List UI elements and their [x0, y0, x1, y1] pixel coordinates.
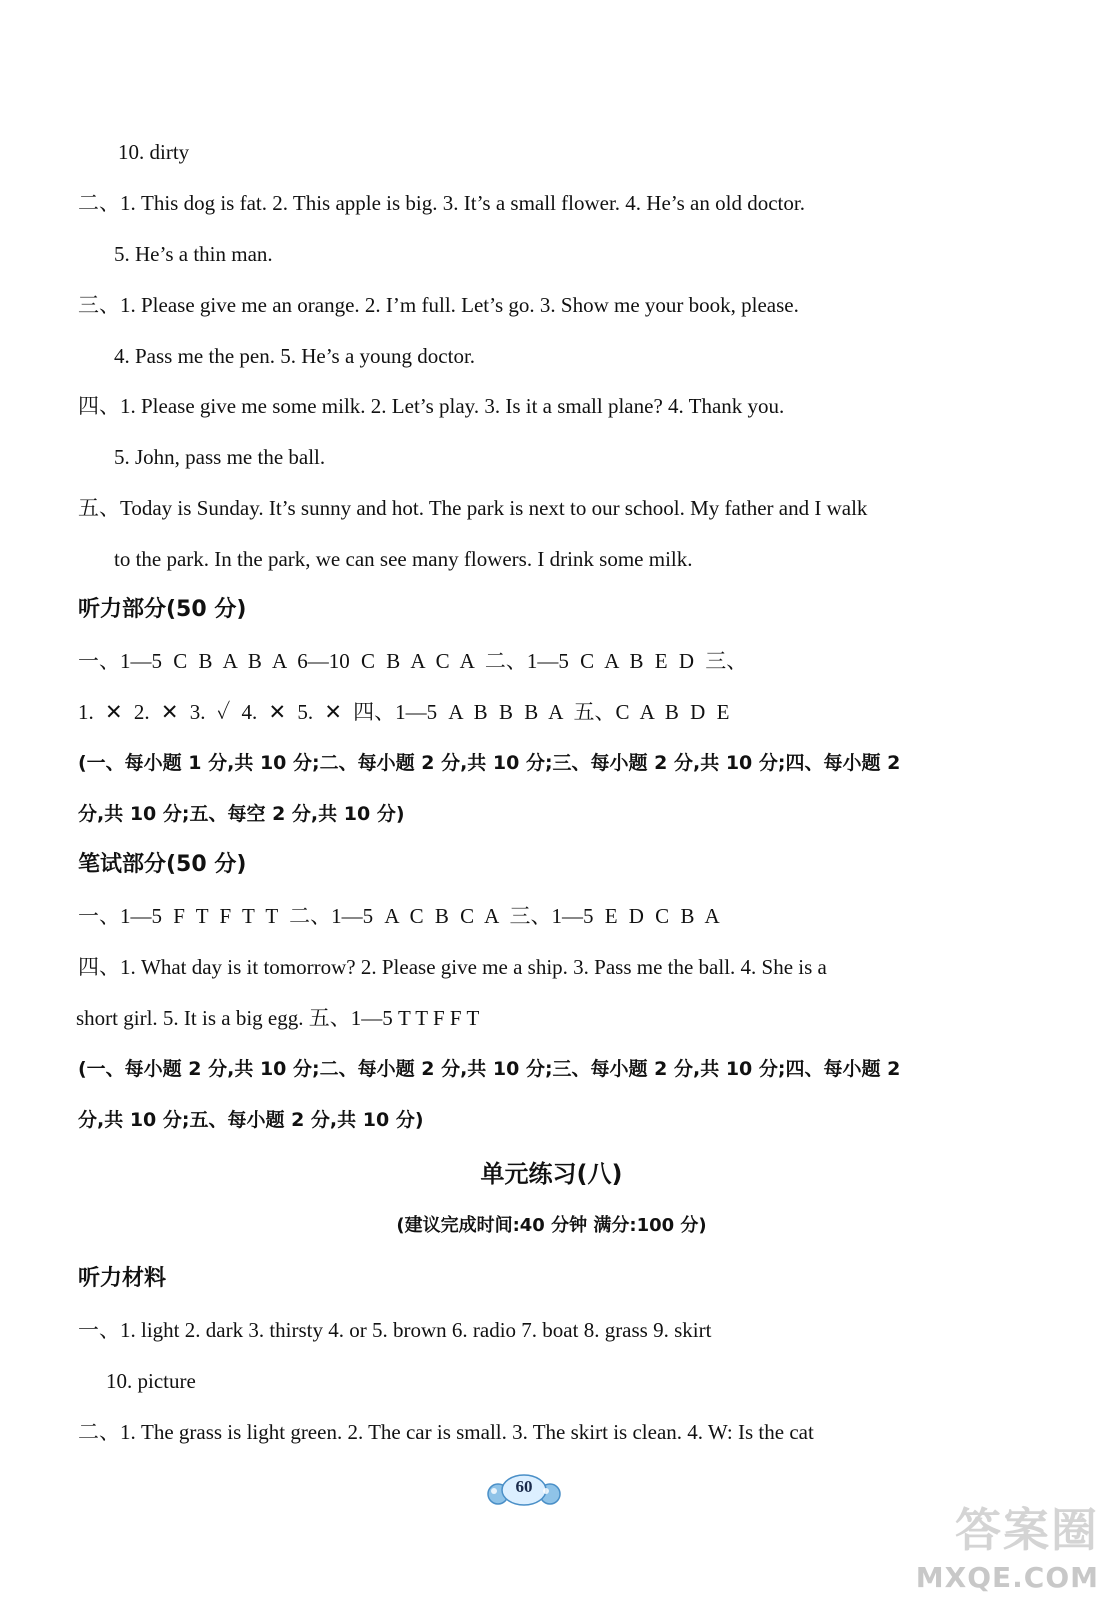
score-note: 分,共 10 分;五、每小题 2 分,共 10 分): [78, 1109, 424, 1131]
answer-line: 10. dirty: [118, 140, 190, 164]
answer-key-line: 一、1—5 C B A B A 6—10 C B A C A 二、1—5 C A B E D 三、: [78, 649, 748, 673]
watermark-logo: 答案圈: [955, 1503, 1099, 1557]
answer-line: 四、1. Please give me some milk. 2. Let’s play. 3. Is it a small plane? 4. Thank you.: [78, 394, 785, 418]
watermark-text: MXQE.COM: [915, 1561, 1099, 1594]
answer-line: 三、1. Please give me an orange. 2. I’m full. Let’s go. 3. Show me your book, please.: [78, 293, 799, 317]
score-note: 分,共 10 分;五、每空 2 分,共 10 分): [78, 803, 405, 825]
unit-title: 单元练习(八): [480, 1160, 623, 1188]
answer-key-line: 一、1—5 F T F T T 二、1—5 A C B C A 三、1—5 E D C B A: [78, 904, 720, 928]
answer-line: 二、1. The grass is light green. 2. The car is small. 3. The skirt is clean. 4. W: Is the cat: [78, 1420, 814, 1444]
score-note: (一、每小题 2 分,共 10 分;二、每小题 2 分,共 10 分;三、每小题 2 分,共 10 分;四、每小题 2: [78, 1058, 901, 1080]
answer-line: 五、Today is Sunday. It’s sunny and hot. The park is next to our school. My father and I walk: [78, 496, 868, 520]
writing-heading: 笔试部分(50 分): [78, 852, 247, 877]
answer-line: to the park. In the park, we can see many flowers. I drink some milk.: [114, 547, 693, 571]
page-number-badge: [484, 1470, 564, 1510]
answer-line: 5. John, pass me the ball.: [114, 445, 326, 469]
answer-line: 一、1. light 2. dark 3. thirsty 4. or 5. brown 6. radio 7. boat 8. grass 9. skirt: [78, 1318, 712, 1342]
answer-line: 5. He’s a thin man.: [114, 242, 273, 266]
answer-line: 4. Pass me the pen. 5. He’s a young doctor.: [114, 344, 476, 368]
answer-line: short girl. 5. It is a big egg. 五、1—5 T T F F T: [76, 1006, 480, 1030]
answer-line: 四、1. What day is it tomorrow? 2. Please give me a ship. 3. Pass me the ball. 4. She is a: [78, 955, 827, 979]
listening-material-heading: 听力材料: [78, 1266, 167, 1291]
listening-heading: 听力部分(50 分): [78, 597, 247, 622]
unit-subtitle: (建议完成时间:40 分钟 满分:100 分): [396, 1215, 707, 1236]
answer-key-line: 1. ✕ 2. ✕ 3. ✓ 4. ✕ 5. ✕ 四、1—5 A B B B A 五、C A B D E: [78, 700, 730, 724]
answer-line: 10. picture: [106, 1369, 196, 1393]
page-number: 60: [515, 1477, 533, 1496]
answer-line: 二、1. This dog is fat. 2. This apple is big. 3. It’s a small flower. 4. He’s an old doctor.: [78, 191, 805, 215]
score-note: (一、每小题 1 分,共 10 分;二、每小题 2 分,共 10 分;三、每小题 2 分,共 10 分;四、每小题 2: [78, 752, 901, 774]
watermark: [899, 1504, 1099, 1594]
